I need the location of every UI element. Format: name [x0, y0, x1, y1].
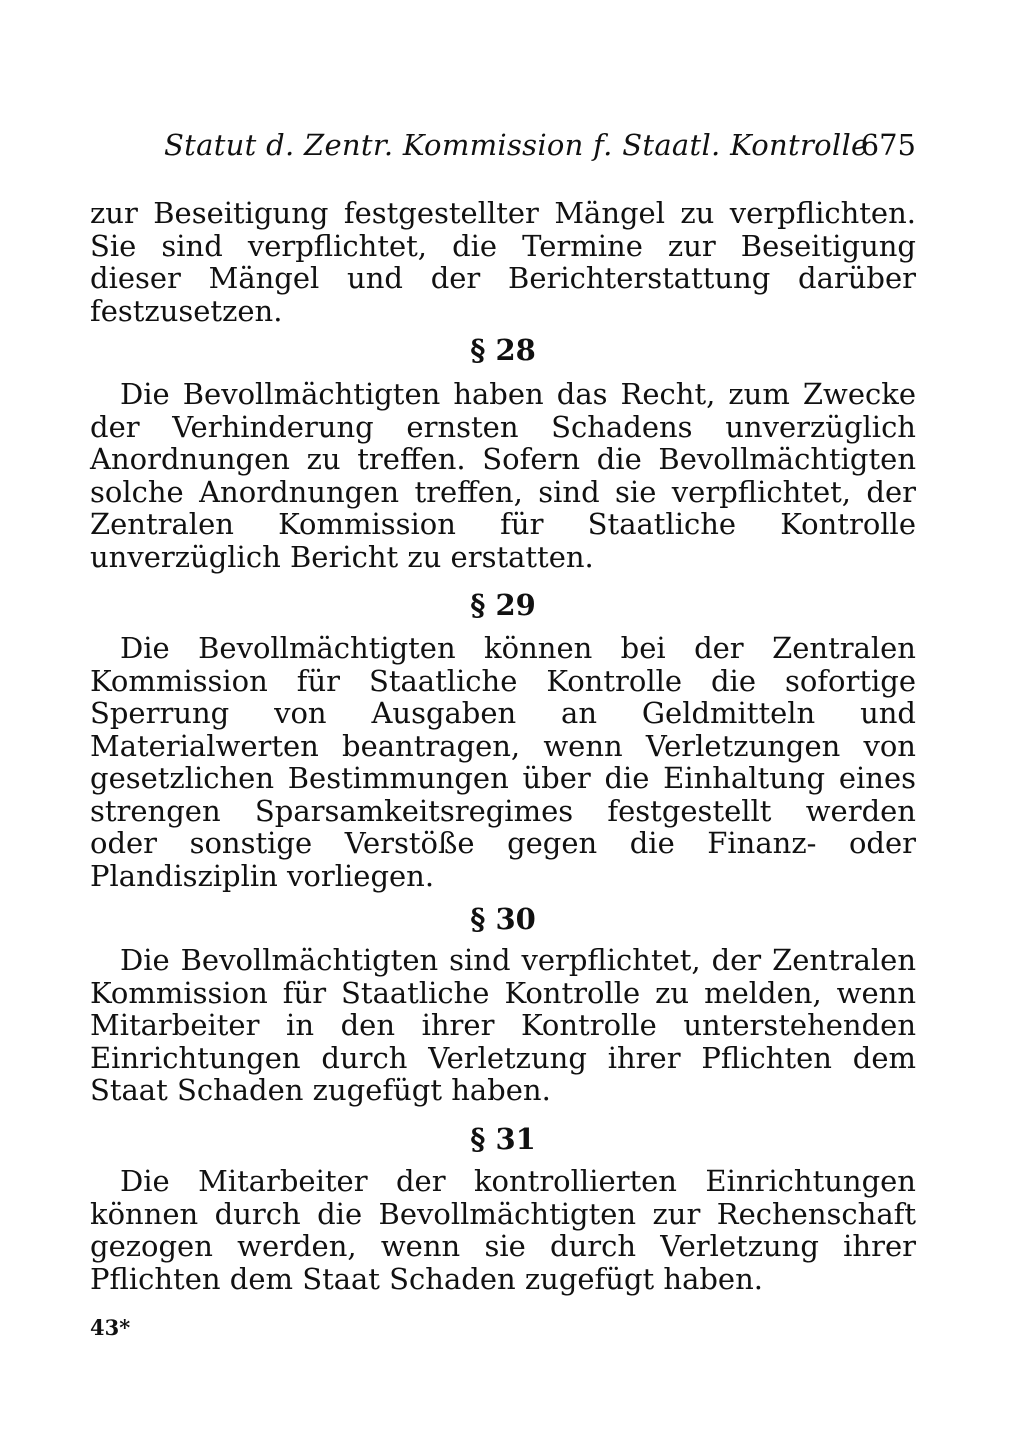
section-heading-31: § 31	[470, 1122, 536, 1156]
paragraph-section-28: Die Bevollmächtigten haben das Recht, zum Zwecke der Verhinderung ernsten Schadens unverzüglich Anordnungen zu treffen. Sofern die Bevollmächtigten solche Anordnungen treffen, sind sie verpflichtet, der Zentralen Kommission für Staatliche Kontrolle unverzüglich Bericht zu erstatten.	[90, 377, 916, 574]
section-heading-29: § 29	[470, 588, 536, 622]
paragraph-section-30: Die Bevollmächtigten sind verpflichtet, der Zentralen Kommission für Staatliche Kontrolle zu melden, wenn Mitarbeiter in den ihrer Kontrolle unterstehenden Einrichtungen durch Verletzung ihrer Pflichten dem Staat Schaden zugefügt haben.	[90, 943, 916, 1107]
page-number: 675	[860, 128, 916, 162]
paragraph-section-29: Die Bevollmächtigten können bei der Zentralen Kommission für Staatliche Kontrolle die sofortige Sperrung von Ausgaben an Geldmitteln und Materialwerten beantragen, wenn Verletzungen von gesetzlichen Bestimmungen über die Einhaltung eines strengen Sparsamkeitsregimes festgestellt werden oder sonstige Verstöße gegen die Finanz- oder Plandisziplin vorliegen.	[90, 631, 916, 893]
signature-mark: 43*	[90, 1315, 131, 1340]
section-heading-30: § 30	[470, 902, 536, 936]
running-header	[90, 128, 916, 168]
section-heading-28: § 28	[470, 333, 536, 367]
running-header-title: Statut d. Zentr. Kommission f. Staatl. Kontrolle	[164, 128, 869, 162]
paragraph-section-31: Die Mitarbeiter der kontrollierten Einrichtungen können durch die Bevollmächtigten zur Rechenschaft gezogen werden, wenn sie durch Verletzung ihrer Pflichten dem Staat Schaden zugefügt haben.	[90, 1164, 916, 1296]
paragraph-intro: zur Beseitigung festgestellter Mängel zu verpflichten. Sie sind verpflichtet, die Termine zur Beseitigung dieser Mängel und der Berichterstattung darüber festzusetzen.	[90, 196, 916, 328]
